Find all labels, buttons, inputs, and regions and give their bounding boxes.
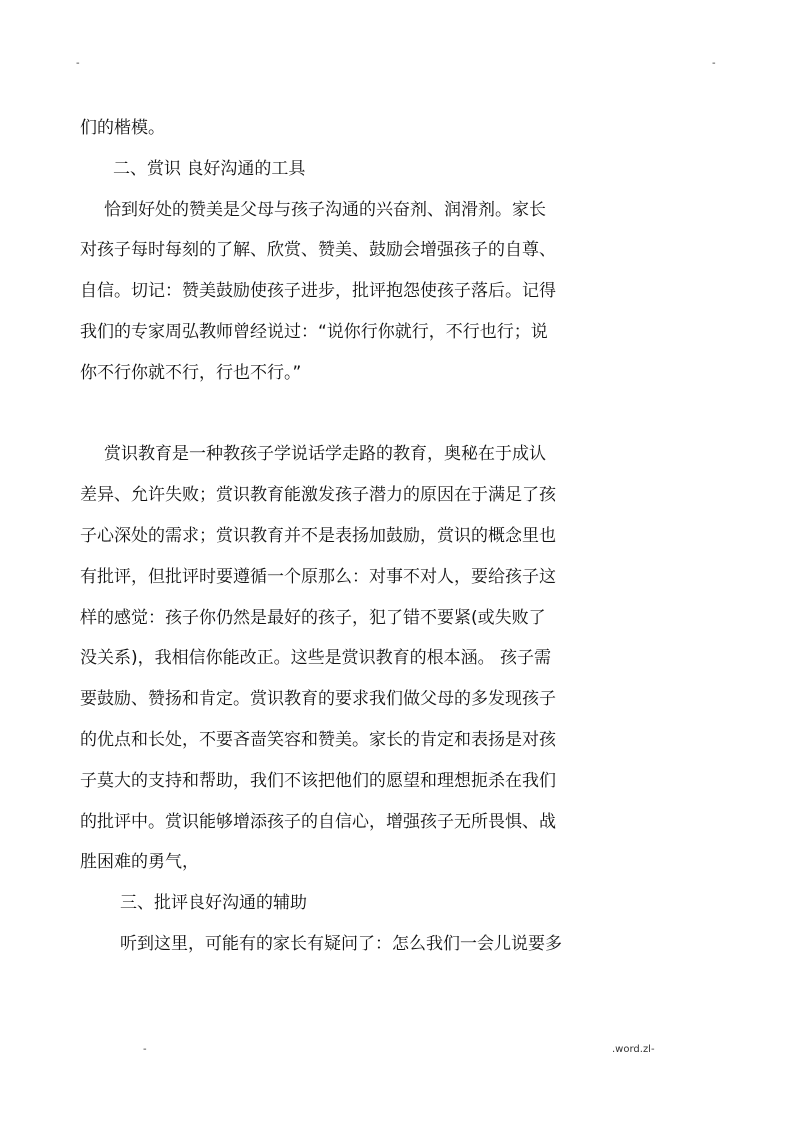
paragraph-line: 的批评中。赏识能够增添孩子的自信心，增强孩子无所畏惧、战 [80, 811, 556, 832]
paragraph-line: 样的感觉：孩子你仍然是最好的孩子，犯了错不要紧(或失败了 [80, 607, 546, 628]
paragraph-line: 自信。切记：赞美鼓励使孩子进步，批评抱怨使孩子落后。记得 [80, 281, 556, 302]
paragraph-line: 胜困难的勇气， [80, 852, 199, 873]
footer-left-mark: - [143, 1044, 147, 1055]
paragraph-line: 子心深处的需求；赏识教育并不是表扬加鼓励，赏识的概念里也 [80, 525, 556, 546]
paragraph-line: 没关系)，我相信你能改正。这些是赏识教育的根本涵。 孩子需 [80, 648, 552, 669]
section-heading-2: 二、赏识 良好沟通的工具 [113, 158, 306, 179]
paragraph-line: 差异、允许失败；赏识教育能激发孩子潜力的原因在于满足了孩 [80, 485, 556, 506]
paragraph-line: 我们的专家周弘教师曾经说过：“说你行你就行，不行也行；说 [80, 321, 548, 342]
header-right-mark: - [712, 58, 716, 69]
paragraph-line: 听到这里，可能有的家长有疑问了：怎么我们一会儿说要多 [120, 933, 562, 954]
paragraph-line: 你不行你就不行，行也不行。” [80, 362, 302, 383]
paragraph-line: 有批评，但批评时要遵循一个原那么：对事不对人，要给孩子这 [80, 566, 556, 587]
paragraph-line: 要鼓励、赞扬和肯定。赏识教育的要求我们做父母的多发现孩子 [80, 689, 556, 710]
paragraph-line: 的优点和长处，不要吝啬笑容和赞美。家长的肯定和表扬是对孩 [80, 729, 556, 750]
paragraph-line: 子莫大的支持和帮助，我们不该把他们的愿望和理想扼杀在我们 [80, 770, 556, 791]
header-left-mark: - [76, 58, 80, 69]
footer-right-text: .word.zl- [612, 1044, 655, 1055]
paragraph-line: 赏识教育是一种教孩子学说话学走路的教育，奥秘在于成认 [104, 444, 546, 465]
paragraph-line: 对孩子每时每刻的了解、欣赏、赞美、鼓励会增强孩子的自尊、 [80, 240, 556, 261]
paragraph-line: 恰到好处的赞美是父母与孩子沟通的兴奋剂、润滑剂。家长 [104, 199, 546, 220]
paragraph-line: 们的楷模。 [80, 118, 165, 138]
section-heading-3: 三、批评良好沟通的辅助 [120, 893, 307, 914]
paragraph-gap [80, 394, 620, 435]
document-body [80, 108, 620, 965]
